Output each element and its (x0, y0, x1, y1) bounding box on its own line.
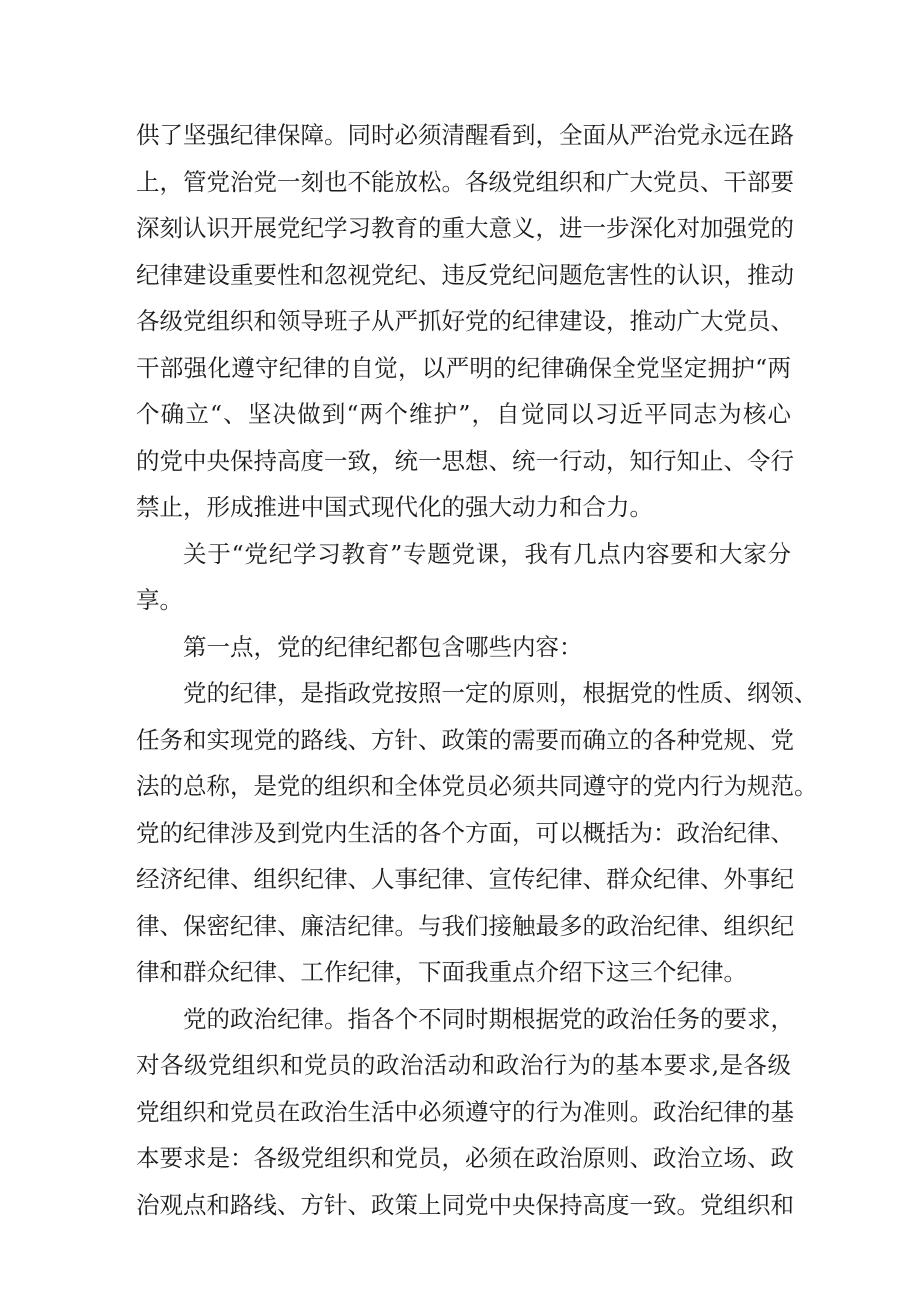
text-line: 的党中央保持高度一致，统一思想、统一行动，知行知止、令行 (136, 446, 794, 475)
paragraph-first-line: 关于“党纪学习教育”专题党课，我有几点内容要和大家分 (183, 539, 791, 568)
text-line: 干部强化遵守纪律的自觉，以严明的纪律确保全党坚定拥护“两 (136, 353, 791, 382)
text-line: 律、保密纪律、廉洁纪律。与我们接触最多的政治纪律、组织纪 (136, 911, 794, 940)
text-line: 享。 (136, 586, 183, 614)
text-line: 法的总称，是党的组织和全体党员必须共同遵守的党内行为规范。 (136, 772, 818, 800)
text-line: 党组织和党员在政治生活中必须遵守的行为准则。政治纪律的基 (136, 1097, 794, 1126)
text-line: 纪律建设重要性和忽视党纪、违反党纪问题危害性的认识，推动 (136, 260, 794, 289)
body-text (136, 112, 818, 1228)
text-line: 本要求是：各级党组织和党员，必须在政治原则、政治立场、政 (136, 1144, 794, 1172)
text-line: 个确立“、坚决做到“两个维护”，自觉同以习近平同志为核心 (136, 400, 791, 428)
text-line: 治观点和路线、方针、政策上同党中央保持高度一致。党组织和 (136, 1190, 794, 1219)
text-line: 经济纪律、组织纪律、人事纪律、宣传纪律、群众纪律、外事纪 (136, 865, 794, 893)
text-line: 律和群众纪律、工作纪律，下面我重点介绍下这三个纪律。 (136, 958, 747, 986)
text-line: 禁止，形成推进中国式现代化的强大动力和合力。 (136, 493, 653, 521)
text-line: 对各级党组织和党员的政治活动和政治行为的基本要求,是各级 (136, 1051, 791, 1079)
text-line: 各级党组织和领导班子从严抓好党的纪律建设，推动广大党员、 (136, 307, 794, 335)
text-line: 上，管党治党一刻也不能放松。各级党组织和广大党员、干部要 (136, 167, 794, 196)
section-heading: 第一点，党的纪律纪都包含哪些内容： (183, 632, 583, 661)
text-line: 供了坚强纪律保障。同时必须清醒看到，全面从严治党永远在路 (136, 121, 794, 149)
text-line: 深刻认识开展党纪学习教育的重大意义，进一步深化对加强党的 (136, 214, 794, 242)
text-line: 党的纪律涉及到党内生活的各个方面，可以概括为：政治纪律、 (136, 818, 794, 847)
text-line: 任务和实现党的路线、方针、政策的需要而确立的各种党规、党 (136, 725, 794, 754)
paragraph-first-line: 党的纪律，是指政党按照一定的原则，根据党的性质、纲领、 (183, 679, 818, 707)
paragraph-first-line: 党的政治纪律。指各个不同时期根据党的政治任务的要求， (183, 1004, 794, 1033)
